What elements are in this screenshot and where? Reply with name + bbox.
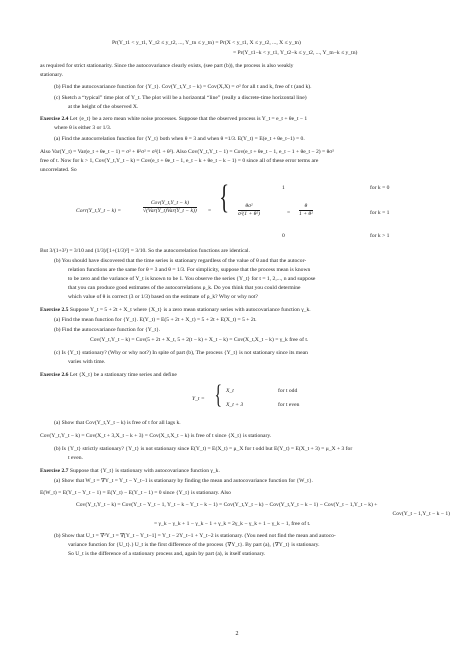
y-case2-condition: for t even — [278, 402, 300, 408]
case3-condition: for k > 1 — [370, 233, 390, 239]
exercise-2-6-heading — [40, 372, 450, 379]
case2-denominator: σ²(1 + θ²) — [238, 211, 260, 218]
line-30: t even. — [68, 455, 83, 461]
line-24: (c) Is {Y_t} stationary? (Why or why not?) In spite of part (b), The process {Y_t} is not stationary since its mean — [54, 350, 308, 356]
exercise-label: Exercise 2.7 — [40, 468, 69, 474]
line-01: Pr(Y_t1 < y_t1, Y_t2 ≤ y_t2, ..., Y_tn ≤ y_tn) = Pr(X < y_t1, X ≤ y_t2, ..., X ≤ y_tn) — [112, 40, 301, 46]
cases-brace: { — [219, 179, 230, 216]
line-38: variance function for {U_t}.) U_t is the first difference of the process {∇Y_t}. By part (a), {∇Y_t} is stationary. — [68, 542, 320, 548]
corr-lhs: Corr(Y_t,Y_t − k) = — [76, 208, 122, 214]
line-25: varies with time. — [68, 359, 106, 365]
exercise-text: Suppose that {Y_t} is stationary with autocovariance function γ_k. — [69, 468, 220, 474]
page-number: 2 — [235, 631, 239, 637]
line-10: (a) Find the autocorrelation function for {Y_t} both when θ = 3 and when θ =1/3. E(Y_t) = E(e_t + θe_t−1) = 0. — [54, 136, 305, 142]
line-32: (a) Show that W_t = ∇Y_t = Y_t − Y_t−1 is stationary by finding the mean and autocovariance function for {W_t}. — [54, 478, 313, 484]
line-23: Cov(Y_t,Y_t − k) = Cov(5 + 2t + X_t, 5 + 2(t − k) + X_t − k) = Cov(X_t,X_t − k) = γ_k free of t. — [90, 337, 309, 343]
case2-condition: for k = 1 — [370, 210, 390, 216]
line-03: as required for strict stationarity. Since the autocovariance clearly exists, (see part (b)), the process is also weakly — [40, 63, 294, 69]
line-11: Also Var(Y_t) = Var(e_t + θe_t − 1) = σ² + θ²σ² = σ²(1 + θ²). Also Cov(Y_t,Y_t − 1) = Cov(e_t + θe_t − 1, e_t − 1 + θe_t − 2) = θσ² — [40, 149, 334, 155]
line-04: stationary. — [40, 72, 64, 78]
exercise-label: Exercise 2.6 — [40, 372, 69, 378]
exercise-2-5-heading — [40, 307, 450, 314]
case2-fraction-simplified — [299, 203, 313, 218]
line-36: = γ_k − γ_k + 1 − γ_k − 1 + γ_k = 2γ_k − γ_k + 1 − γ_k − 1, free of t. — [154, 521, 311, 527]
line-33: E(W_t) = E(Y_t − Y_t − 1) = E(Y_t) − E(Y_t − 1) = 0 since {Y_t} is stationary. Also — [40, 490, 231, 496]
exercise-text: Let {e_t} be a zero mean white noise processes. Suppose that the observed process is Y_t = e_t + θe_t − 1 — [69, 116, 308, 122]
corr-fraction — [143, 200, 197, 215]
line-13: uncorrelated. So — [40, 167, 77, 173]
line-12: free of t. Now for k > 1, Cov(Y_t,Y_t − k) = Cov(e_t + θe_t − 1, e_t − k + θe_t − k − 1) = 0 since all of these error terms are — [40, 158, 319, 164]
case3-value: 0 — [282, 233, 285, 239]
exercise-2-7-heading — [40, 468, 450, 475]
line-07: at the height of the observed X. — [68, 104, 139, 110]
exercise-label: Exercise 2.4 — [40, 116, 69, 122]
corr-denominator: √(Var(Y_t)Var(Y_t − k)) — [143, 208, 197, 215]
line-09: where θ is either 3 or 1/3. — [54, 125, 112, 131]
exercise-text: Let {X_t} be a stationary time series and define — [69, 372, 177, 378]
line-22: (b) Find the autocovariance function for {Y_t}. — [54, 327, 161, 333]
line-39: So U_t is the difference of a stationary process and, again by part (a), is itself stationary. — [68, 551, 266, 557]
case2-denominator2: 1 + θ² — [299, 211, 313, 218]
corr-numerator: Cov(Y_t,Y_t − k) — [143, 200, 197, 208]
case2-numerator2: θ — [299, 203, 313, 211]
exercise-text: Suppose Y_t = 5 + 2t + X_t where {X_t} is a zero mean stationary series with autocovariance function γ_k. — [69, 307, 311, 313]
line-05: (b) Find the autocovariance function for {Y_t}. Cov(Y_t,Y_t − k) = Cov(X,X) = σ² for all t and k, free of t (and k). — [54, 84, 312, 90]
line-15: (b) You should have discovered that the time series is stationary regardless of the value of θ and that the autocor- — [54, 258, 307, 264]
case2-fraction — [238, 203, 260, 218]
case2-equals: = — [287, 210, 291, 216]
y-brace: { — [214, 380, 222, 409]
y-definition: Y_t = — [192, 396, 205, 402]
line-29: (b) Is {Y_t} strictly stationary? {Y_t} is not stationary since E(Y_t) = E(X_t) = μ_X for t odd but E(Y_t) = E(X_t + 3) = μ_X + 3 for — [54, 446, 353, 452]
line-27: (a) Show that Cov(Y_t,Y_t − k) is free of t for all lags k. — [54, 420, 181, 426]
line-37: (b) Show that U_t = ∇²Y_t = ∇[Y_t − Y_t−1] = Y_t − 2Y_t−1 + Y_t−2 is stationary. (You need not find the mean and autoco- — [54, 533, 336, 539]
line-19: which value of θ is correct (3 or 1/3) based on the estimate of ρ_k? Why or why not? — [68, 294, 258, 300]
line-06: (c) Sketch a “typical” time plot of Y_t. The plot will be a horizontal “line” (really a discrete-time horizontal line) — [54, 95, 307, 101]
exercise-label: Exercise 2.5 — [40, 307, 69, 313]
line-35: Cov(Y_t − 1,Y_t − k − 1) — [392, 511, 450, 517]
exercise-2-4-heading — [40, 116, 450, 123]
case1-condition: for k = 0 — [370, 185, 390, 191]
y-case2: X_t + 3 — [226, 402, 244, 408]
line-17: to be zero and the variance of Y_t is known to be 1. You observe the series {Y_t} for t = 1, 2,..., n and suppose — [68, 276, 316, 282]
line-21: (a) Find the mean function for {Y_t}. E(Y_t) = E(5 + 2t + X_t) = 5 + 2t + E(X_t) = 5 + 2t. — [54, 317, 257, 323]
line-14: But 3/(1+3²) = 3/10 and (1/3)/[1+(1/3)²] = 3/10. So the autocorrelation functions are identical. — [40, 248, 250, 254]
case2-numerator: θσ² — [238, 203, 260, 211]
case1-value: 1 — [282, 185, 285, 191]
corr-equals: = — [208, 208, 212, 214]
line-02: = Pr(Y_t1−k < y_t1, Y_t2−k ≤ y_t2, ..., Y_tn−k ≤ y_tn) — [233, 50, 358, 56]
line-28: Cov(Y_t,Y_t − k) = Cov(X_t + 3,X_t − k + 3) = Cov(X_t,X_t − k) is free of t since {X_t} is stationary. — [40, 433, 272, 439]
line-18: that you can produce good estimates of the autocorrelations ρ_k. Do you think that you could determine — [68, 285, 301, 291]
y-case1: X_t — [226, 388, 234, 394]
line-16: relation functions are the same for θ = 3 and θ = 1/3. For simplicity, suppose that the process mean is known — [68, 267, 311, 273]
line-34: Cov(Y_t,Y_t − k) = Cov(Y_t − Y_t − 1, Y_t − k − Y_t − k − 1) = Cov(Y_t,Y_t − k) − Cov(Y_t,Y_t − k − 1) − Cov(Y_t − 1,Y_t − k) + — [76, 502, 378, 508]
y-case1-condition: for t odd — [278, 388, 298, 394]
